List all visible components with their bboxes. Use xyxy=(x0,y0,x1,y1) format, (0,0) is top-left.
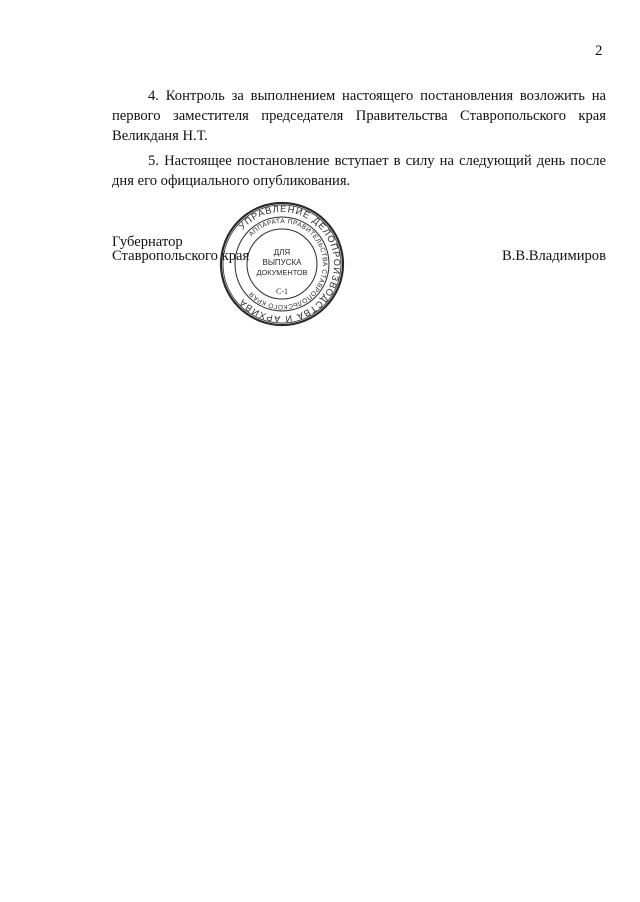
signature-title-line1: Губернатор xyxy=(112,234,183,250)
paragraph-5: 5. Настоящее постановление вступает в силу на следующий день после дня его официального опубликования. xyxy=(112,153,606,189)
stamp-center-line1: ДЛЯ xyxy=(273,248,291,257)
signature-title-line2: Ставропольского края xyxy=(112,248,250,264)
page-number: 2 xyxy=(595,43,603,59)
official-stamp xyxy=(218,200,346,328)
stamp-center-line2: ВЫПУСКА xyxy=(262,258,302,267)
signature-name: В.В.Владимиров xyxy=(501,248,606,264)
stamp-inner-text: АППАРАТА ПРАВИТЕЛЬСТВА СТАВРОПОЛЬСКОГО КРАЯ xyxy=(247,217,329,311)
stamp-outer-text: УПРАВЛЕНИЕ ДЕЛОПРОИЗВОДСТВА И АРХИВА xyxy=(236,203,343,325)
stamp-center-line3: ДОКУМЕНТОВ xyxy=(256,268,308,277)
stamp-code: С-1 xyxy=(276,287,288,296)
paragraph-4: 4. Контроль за выполнением настоящего постановления возложить на первого заместителя председателя Правительства Ставропольского края Великданя Н.Т. xyxy=(112,88,606,144)
